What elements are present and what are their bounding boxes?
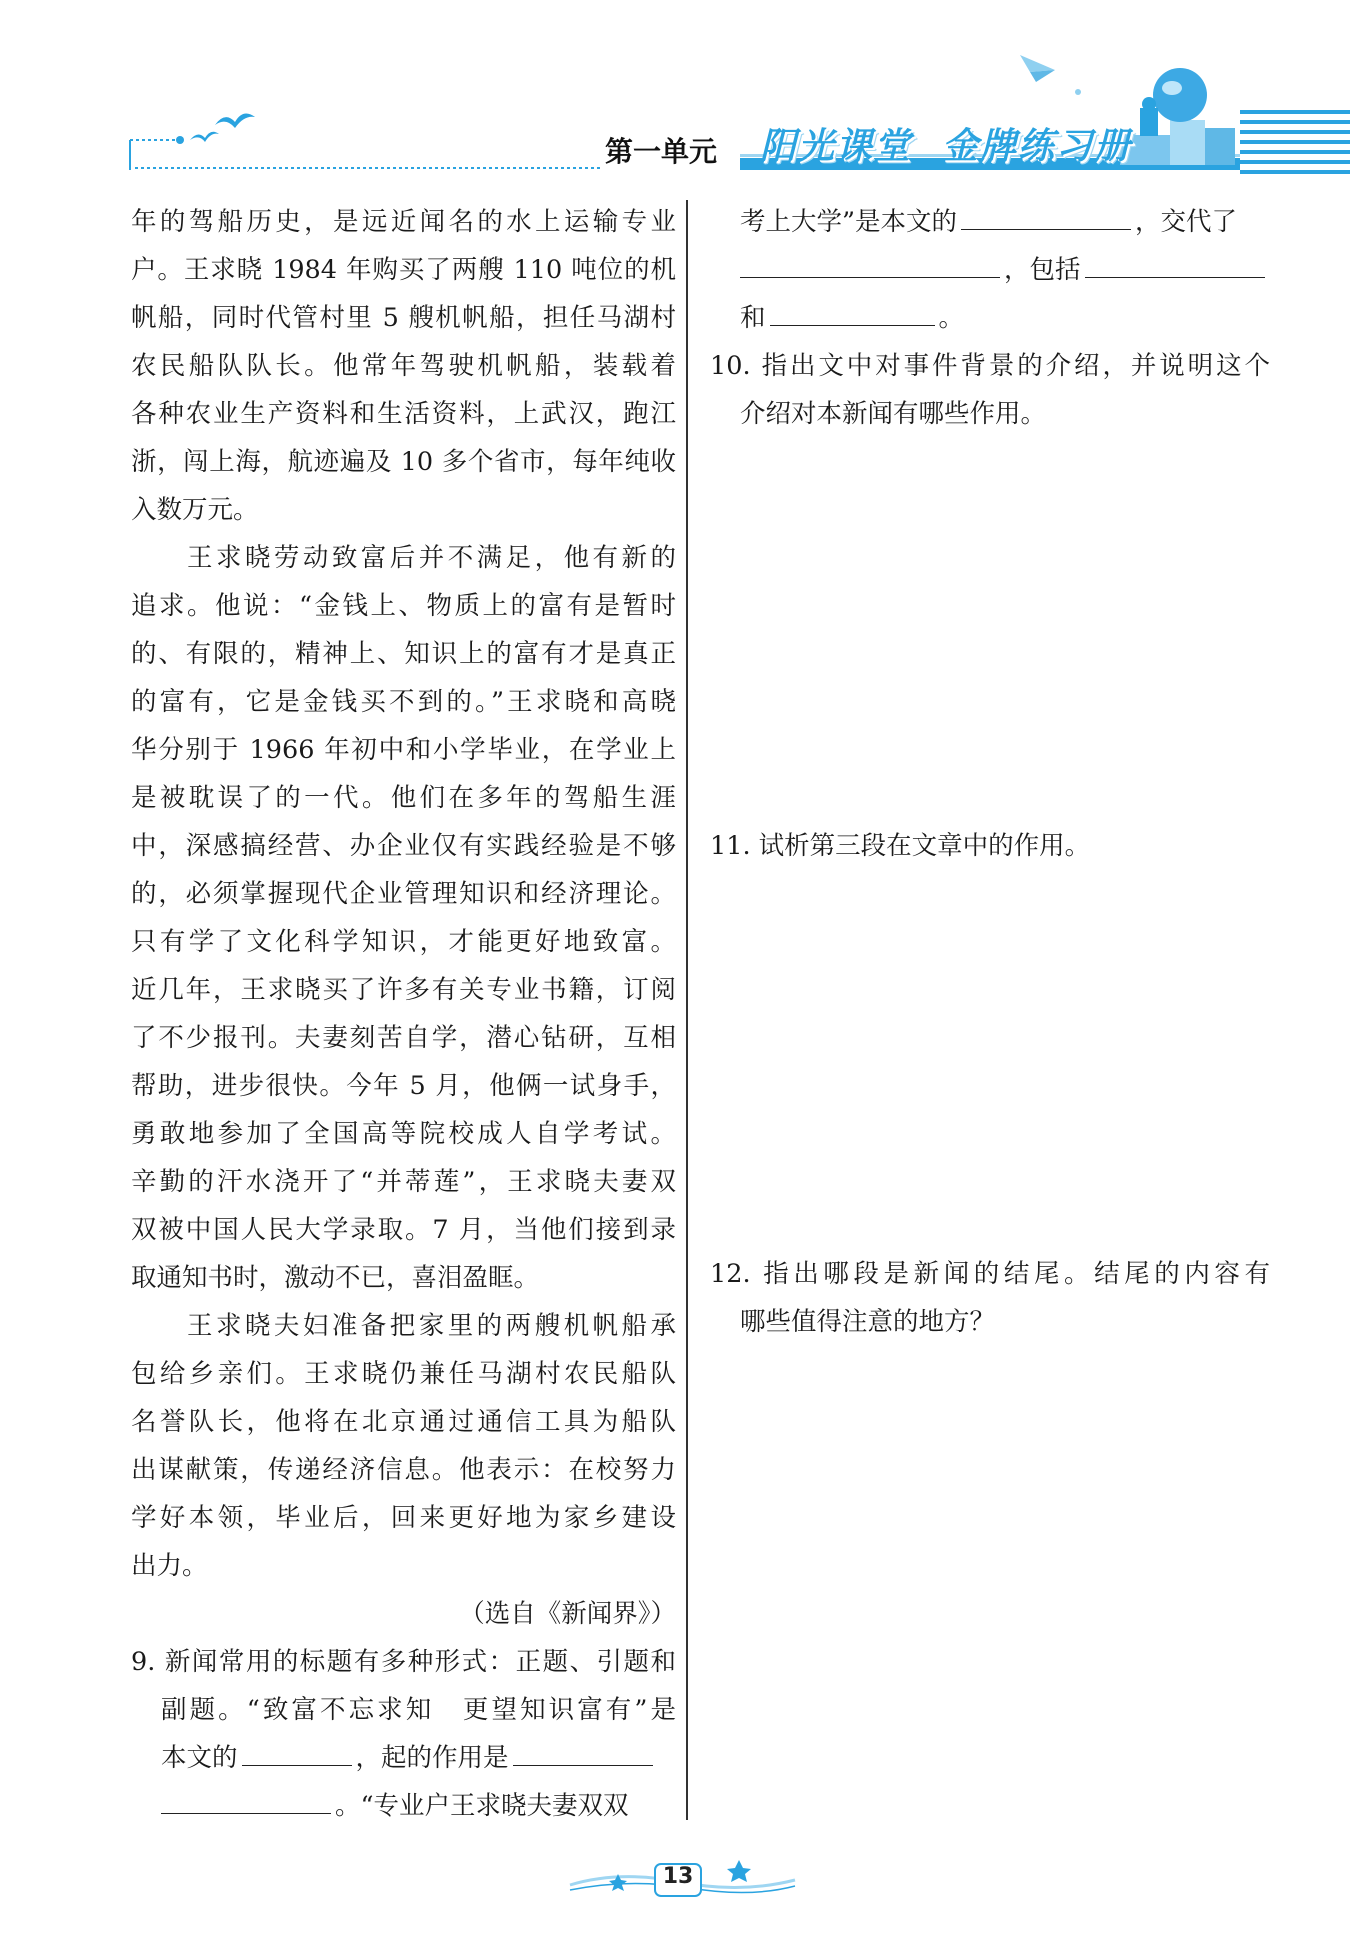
text-line: 近几年，王求晓买了许多有关专业书籍，订阅 xyxy=(131,975,676,1005)
answer-blank[interactable] xyxy=(242,1735,352,1766)
answer-blank[interactable] xyxy=(513,1735,653,1766)
q9-text: 和 xyxy=(740,303,766,333)
q11-line-1: 11. 试析第三段在文章中的作用。 xyxy=(710,831,1091,861)
text-line: 农民船队队长。他常年驾驶机帆船，装载着 xyxy=(131,351,676,381)
text-line: 的富有，它是金钱买不到的。”王求晓和高晓 xyxy=(131,687,676,717)
question-9 xyxy=(131,1638,676,1830)
q9-text: 本文的 xyxy=(161,1743,238,1773)
q9-line-1: 9. 新闻常用的标题有多种形式：正题、引题和 xyxy=(131,1647,676,1677)
paragraph-2 xyxy=(131,534,676,1302)
q9c-line-3 xyxy=(710,294,1270,342)
brand-part2: 金牌练习册 xyxy=(942,126,1133,167)
paper-plane-icon xyxy=(1020,55,1081,95)
text-line: 勇敢地参加了全国高等院校成人自学考试。 xyxy=(131,1119,676,1149)
q10-line-1: 10. 指出文中对事件背景的介绍，并说明这个 xyxy=(710,351,1270,381)
brand-title xyxy=(760,118,1132,169)
question-10 xyxy=(710,342,1270,438)
answer-blank[interactable] xyxy=(740,247,1000,278)
globe-books-icon xyxy=(1120,68,1235,165)
q9c-line-2 xyxy=(710,246,1270,294)
page-header xyxy=(0,0,1350,185)
answer-blank[interactable] xyxy=(961,199,1131,230)
paragraph-3 xyxy=(131,1302,676,1590)
text-line: 包给乡亲们。王求晓仍兼任马湖村农民船队 xyxy=(131,1359,676,1389)
text-line: 名誉队长，他将在北京通过通信工具为船队 xyxy=(131,1407,676,1437)
q9-text: ，包括 xyxy=(1004,255,1081,285)
text-line: 学好本领，毕业后，回来更好地为家乡建设 xyxy=(131,1503,676,1533)
text-line: 入数万元。 xyxy=(131,495,259,525)
q9-text: ，起的作用是 xyxy=(355,1743,509,1773)
question-12 xyxy=(710,1250,1270,1346)
text-line: 各种农业生产资料和生活资料，上武汉，跑江 xyxy=(131,399,676,429)
q9-line-2: 副题。“致富不忘求知 更望知识富有”是 xyxy=(161,1695,676,1725)
question-9-continued xyxy=(710,198,1270,342)
header-stripes xyxy=(1240,110,1350,174)
text-line: 双被中国人民大学录取。7 月，当他们接到录 xyxy=(131,1215,676,1245)
text-line: 华分别于 1966 年初中和小学毕业，在学业上 xyxy=(131,735,676,765)
text-line: 王求晓夫妇准备把家里的两艘机帆船承 xyxy=(187,1311,676,1341)
text-line: 中，深感搞经营、办企业仅有实践经验是不够 xyxy=(131,831,676,861)
answer-blank[interactable] xyxy=(770,295,935,326)
page-number: 13 xyxy=(662,1864,694,1889)
text-line: 浙，闯上海，航迹遍及 10 多个省市，每年纯收 xyxy=(131,447,676,477)
source-citation: （选自《新闻界》） xyxy=(459,1599,676,1629)
text-line: 的，必须掌握现代企业管理知识和经济理论。 xyxy=(131,879,676,909)
text-line: 的、有限的，精神上、知识上的富有才是真正 xyxy=(131,639,676,669)
answer-blank[interactable] xyxy=(1085,247,1265,278)
question-11 xyxy=(710,822,1270,870)
text-line: 王求晓劳动致富后并不满足，他有新的 xyxy=(187,543,676,573)
q9-text: 。 xyxy=(938,303,965,333)
text-line: 帮助，进步很快。今年 5 月，他俩一试身手， xyxy=(131,1071,676,1101)
text-line: 辛勤的汗水浇开了“并蒂莲”，王求晓夫妻双 xyxy=(131,1167,676,1197)
text-line: 户。王求晓 1984 年购买了两艘 110 吨位的机 xyxy=(131,255,676,285)
q9c-line-1 xyxy=(710,198,1270,246)
text-line: 年的驾船历史，是远近闻名的水上运输专业 xyxy=(131,207,676,237)
text-line: 取通知书时，激动不已，喜泪盈眶。 xyxy=(131,1263,540,1293)
q10-line-2: 介绍对本新闻有哪些作用。 xyxy=(740,399,1047,429)
paragraph-1 xyxy=(131,198,676,534)
q9-text: 。“专业户王求晓夫妻双双 xyxy=(335,1791,629,1821)
page-footer xyxy=(560,1850,800,1910)
text-line: 帆船，同时代管村里 5 艘机帆船，担任马湖村 xyxy=(131,303,676,333)
text-line: 是被耽误了的一代。他们在多年的驾船生涯 xyxy=(131,783,676,813)
q9-text: 考上大学”是本文的 xyxy=(740,207,958,237)
q9-line-3 xyxy=(131,1734,676,1782)
right-column xyxy=(710,198,1270,1337)
text-line: 追求。他说：“金钱上、物质上的富有是暂时 xyxy=(131,591,676,621)
q12-line-2: 哪些值得注意的地方？ xyxy=(740,1307,996,1337)
left-column xyxy=(131,198,676,1830)
answer-blank[interactable] xyxy=(161,1783,331,1814)
text-line: 出力。 xyxy=(131,1551,208,1581)
text-line: 了不少报刊。夫妻刻苦自学，潜心钻研，互相 xyxy=(131,1023,676,1053)
unit-title: 第一单元 xyxy=(605,135,718,168)
column-divider xyxy=(686,200,688,1820)
text-line: 出谋献策，传递经济信息。他表示：在校努力 xyxy=(131,1455,676,1485)
q12-line-1: 12. 指出哪段是新闻的结尾。结尾的内容有 xyxy=(710,1259,1270,1289)
q9-text: ，交代了 xyxy=(1135,207,1238,237)
brand-part1: 阳光课堂 xyxy=(760,126,913,167)
birds-icon xyxy=(190,113,255,142)
text-line: 只有学了文化科学知识，才能更好地致富。 xyxy=(131,927,676,957)
q9-line-4 xyxy=(131,1782,676,1830)
